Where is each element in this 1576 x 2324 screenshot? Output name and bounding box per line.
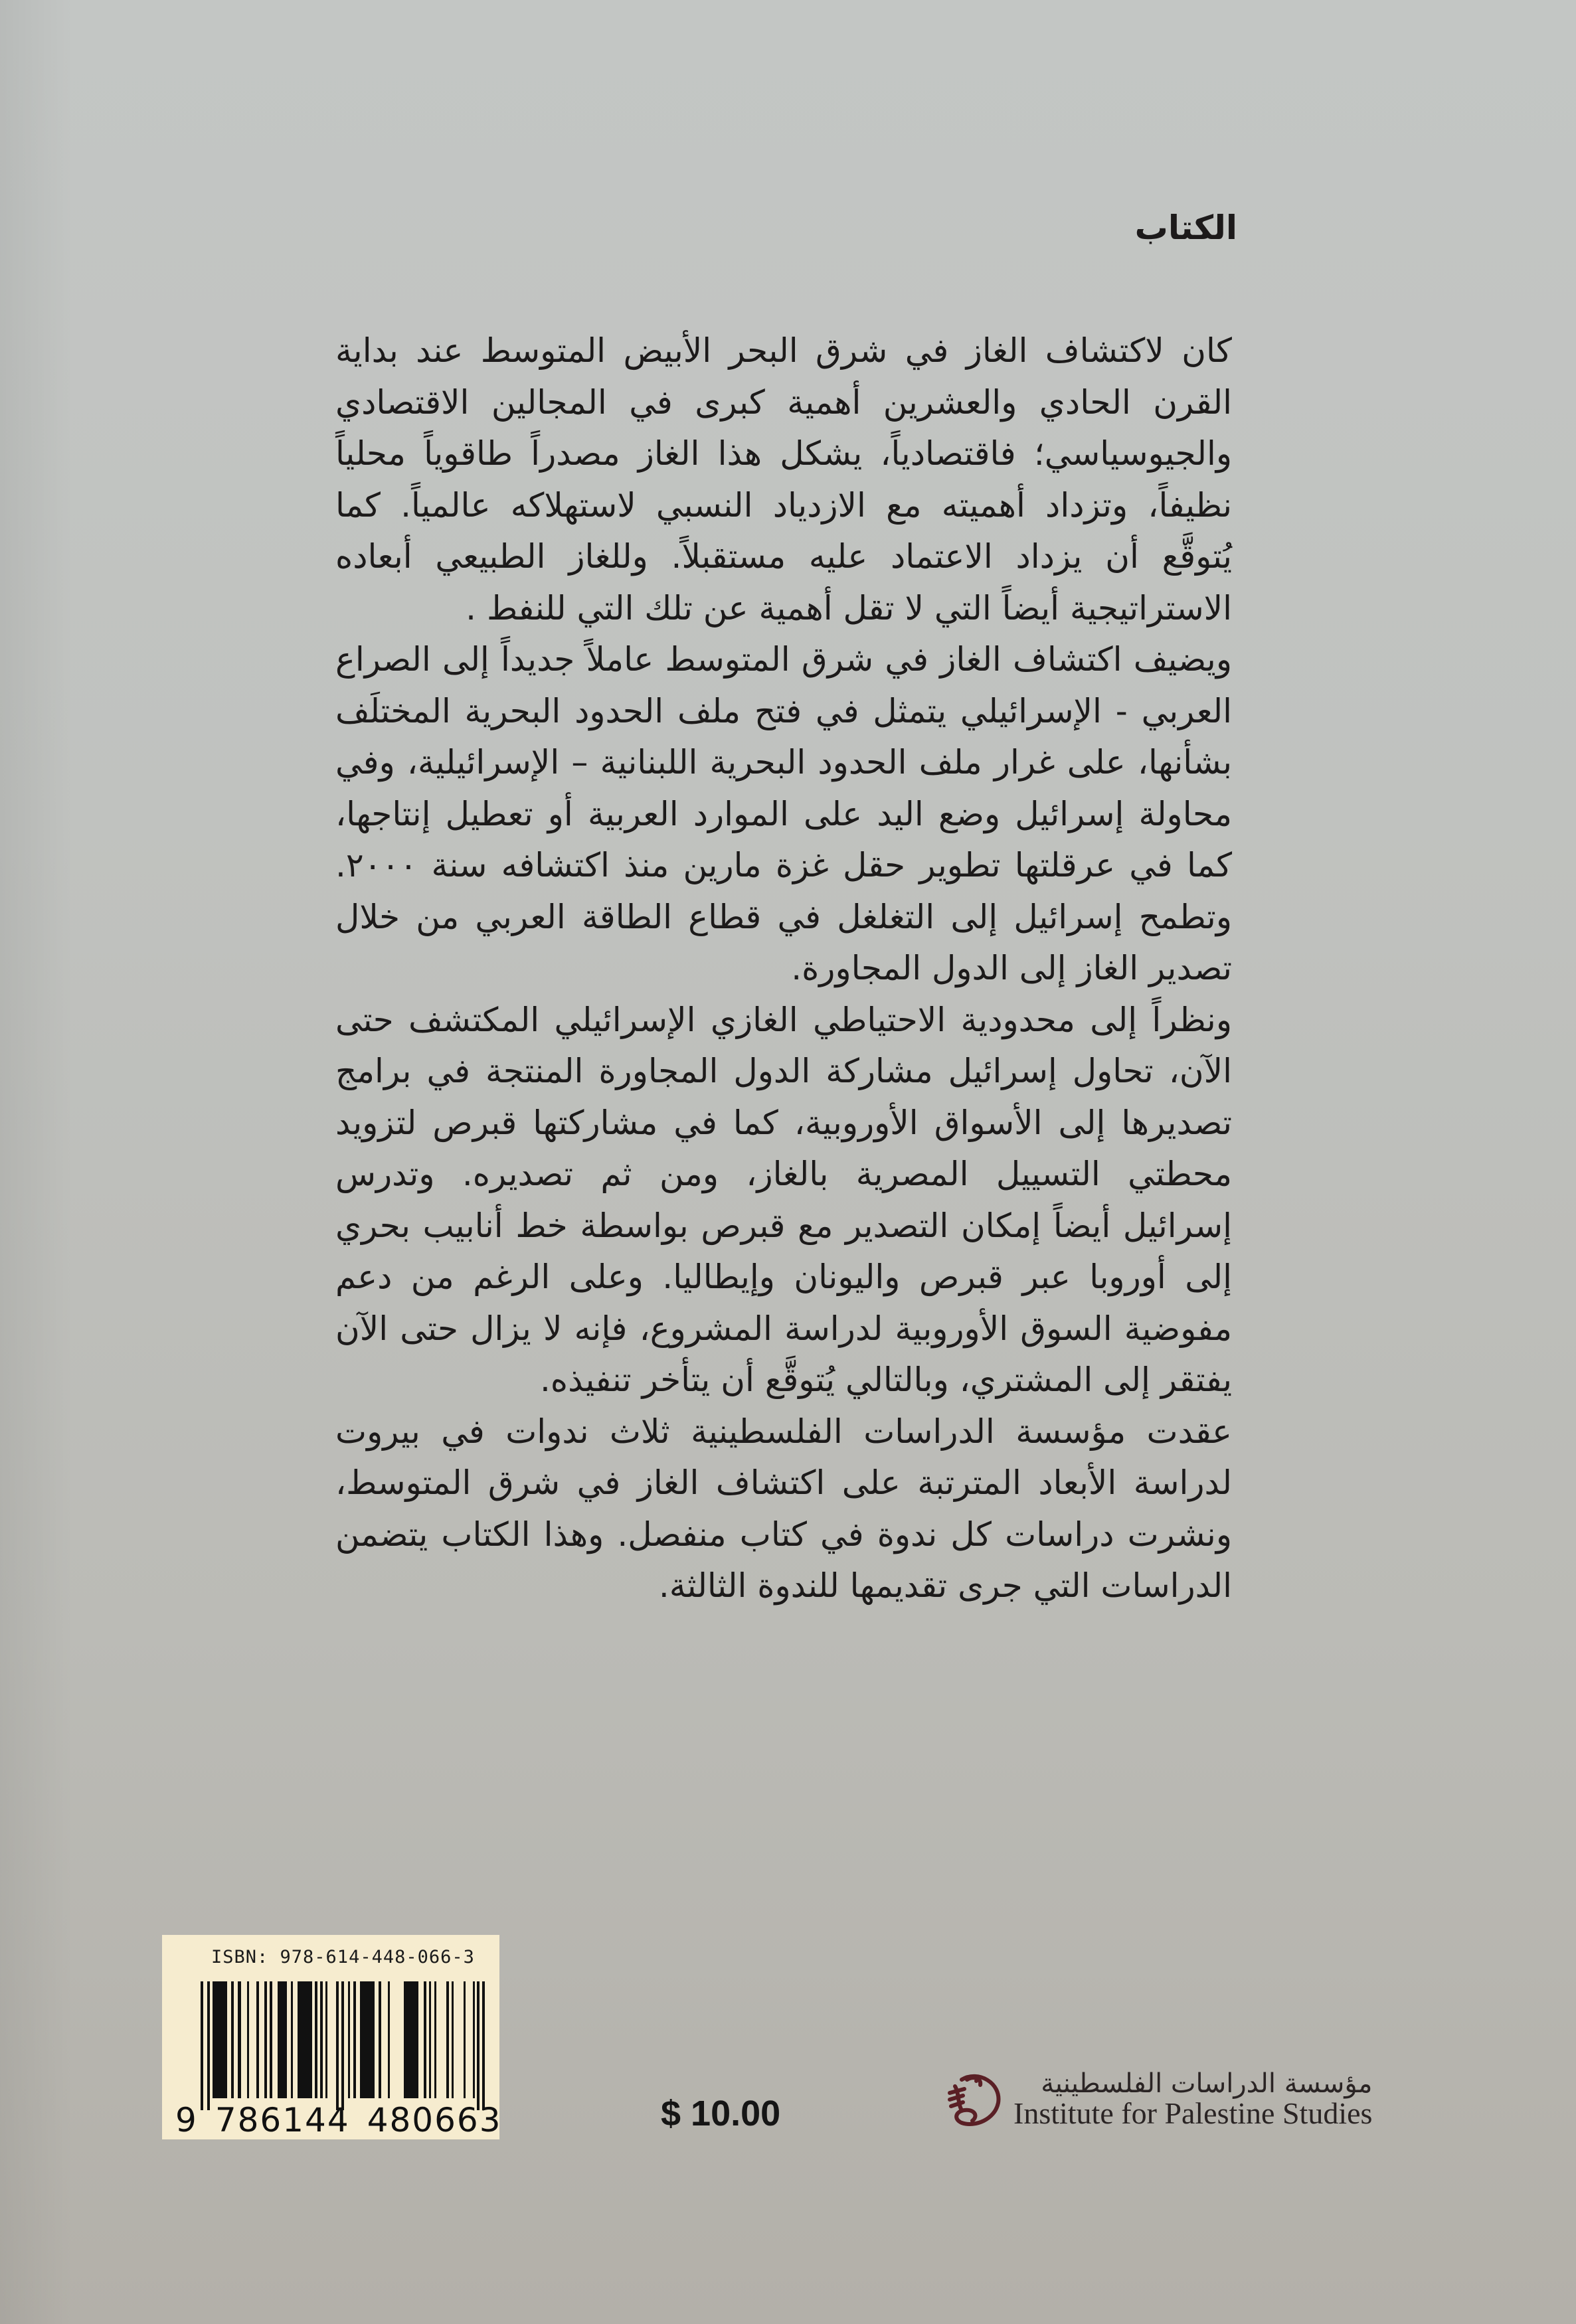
blurb-paragraph-1: كان لاكتشاف الغاز في شرق البحر الأبيض المتوسط عند بداية القرن الحادي والعشرين أهمية كبرى في المجالين الاقتصادي والجيوسياسي؛ فاقتصادياً، يشكل هذا الغاز مصدراً طاقوياً محلياً نظيفاً، وتزداد أهميته مع الازدياد النسبي لاستهلاكه عالمياً. كما يُتوقَّع أن يزداد الاعتماد عليه مستقبلاً. وللغاز الطبيعي أبعاده الاستراتيجية أيضاً التي لا تقل أهمية عن تلك التي للنفط . bbox=[335, 331, 1232, 627]
blurb-text bbox=[335, 325, 1232, 1612]
blurb-paragraph-3: ونظراً إلى محدودية الاحتياطي الغازي الإسرائيلي المكتشف حتى الآن، تحاول إسرائيل مشاركة الدول المجاورة المنتجة في برامج تصديرها إلى الأسواق الأوروبية، كما في مشاركتها قبرص لتزويد محطتي التسييل المصرية بالغاز، ومن ثم تصديره. وتدرس إسرائيل أيضاً إمكان التصدير مع قبرص بواسطة خط أنابيب بحري إلى أوروبا عبر قبرص واليونان وإيطاليا. وعلى الرغم من دعم مفوضية السوق الأوروبية لدراسة المشروع، فإنه لا يزال حتى الآن يفتقر إلى المشتري، وبالتالي يُتوقَّع أن يتأخر تنفيذه. bbox=[335, 1000, 1232, 1399]
publisher-name-arabic: مؤسسة الدراسات الفلسطينية bbox=[1041, 2068, 1373, 2099]
blurb-paragraph-2: ويضيف اكتشاف الغاز في شرق المتوسط عاملاً جديداً إلى الصراع العربي - الإسرائيلي يتمثل في فتح ملف الحدود البحرية المختلَف بشأنها، على غرار ملف الحدود البحرية اللبنانية – الإسرائيلية، وفي محاولة إسرائيل وضع اليد على الموارد العربية أو تعطيل إنتاجها، كما في عرقلتها تطوير حقل غزة مارين منذ اكتشافه سنة ٢٠٠٠. وتطمح إسرائيل إلى التغلغل في قطاع الطاقة العربي من خلال تصدير الغاز إلى الدول المجاورة. bbox=[335, 640, 1232, 987]
section-title: الكتاب bbox=[1134, 208, 1237, 247]
blurb-paragraph-4: عقدت مؤسسة الدراسات الفلسطينية ثلاث ندوات في بيروت لدراسة الأبعاد المترتبة على اكتشاف الغاز في شرق المتوسط، ونشرت دراسات كل ندوة في كتاب منفصل. وهذا الكتاب يتضمن الدراسات التي جرى تقديمها للندوة الثالثة. bbox=[335, 1412, 1232, 1605]
spine-shadow bbox=[0, 0, 73, 2324]
barcode-digits bbox=[175, 2101, 502, 2139]
barcode-digit-prefix: 9 bbox=[175, 2101, 198, 2139]
barcode-digits-right: 480663 bbox=[367, 2101, 502, 2139]
barcode-icon bbox=[201, 1981, 485, 2110]
isbn-barcode-label bbox=[162, 1935, 502, 2139]
isbn-number: ISBN: 978-614-448-066-3 bbox=[211, 1947, 475, 1967]
price: $ 10.00 bbox=[661, 2094, 781, 2133]
publisher-block bbox=[942, 2066, 1372, 2133]
ips-bird-logo-icon bbox=[942, 2066, 1008, 2133]
publisher-name-english: Institute for Palestine Studies bbox=[1013, 2096, 1373, 2130]
barcode-digits-left: 786144 bbox=[215, 2101, 350, 2139]
